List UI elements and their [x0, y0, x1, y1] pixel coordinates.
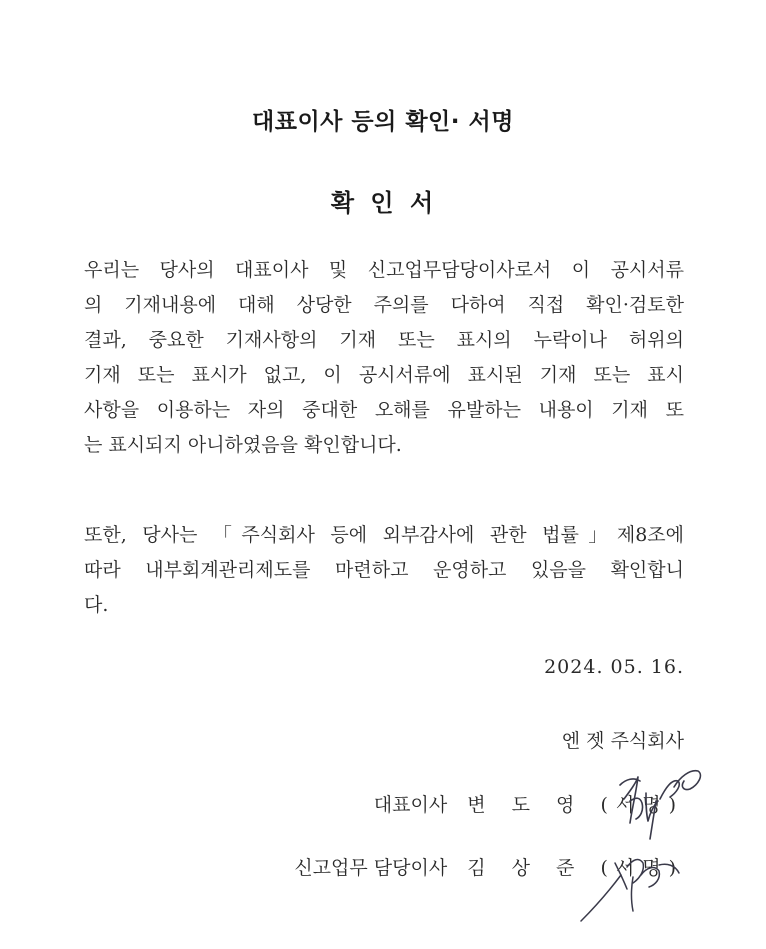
internal-control-paragraph [84, 518, 684, 623]
cfo-title: 신고업무 담당이사 [294, 857, 448, 879]
paragraph-line: 사항을 이용하는 자의 중대한 오해를 유발하는 내용이 기재 또 [84, 399, 684, 421]
ceo-name: 변 도 영 [467, 794, 585, 816]
cfo-name: 김 상 준 [467, 857, 585, 879]
ceo-sign-mark: (서명) [600, 794, 684, 816]
cfo-sign-mark: (서명) [600, 857, 684, 879]
ceo-signature-line [374, 790, 684, 817]
confirmation-paragraph [84, 253, 684, 463]
paragraph-line: 기재 또는 표시가 없고, 이 공시서류에 표시된 기재 또는 표시 [84, 364, 684, 386]
cfo-signature-line [294, 853, 684, 880]
document-title: 대표이사 등의 확인· 서명 [252, 109, 514, 135]
paragraph-line: 의 기재내용에 대해 상당한 주의를 다하여 직접 확인·검토한 [84, 294, 684, 316]
company-name: 엔 젯 주식회사 [561, 730, 684, 752]
confirmation-heading: 확 인 서 [330, 189, 436, 217]
paragraph-line: 우리는 당사의 대표이사 및 신고업무담당이사로서 이 공시서류 [84, 259, 684, 281]
paragraph-line: 또한, 당사는 「주식회사 등에 외부감사에 관한 법률」제8조에 [84, 524, 684, 546]
paragraph-line: 는 표시되지 아니하였음을 확인합니다. [84, 434, 402, 456]
ceo-title: 대표이사 [373, 794, 448, 816]
paragraph-line: 결과, 중요한 기재사항의 기재 또는 표시의 누락이나 허위의 [84, 329, 684, 351]
paragraph-line: 따라 내부회계관리제도를 마련하고 운영하고 있음을 확인합니 [84, 559, 684, 581]
document-date: 2024. 05. 16. [544, 656, 684, 678]
paragraph-line: 다. [84, 594, 109, 616]
